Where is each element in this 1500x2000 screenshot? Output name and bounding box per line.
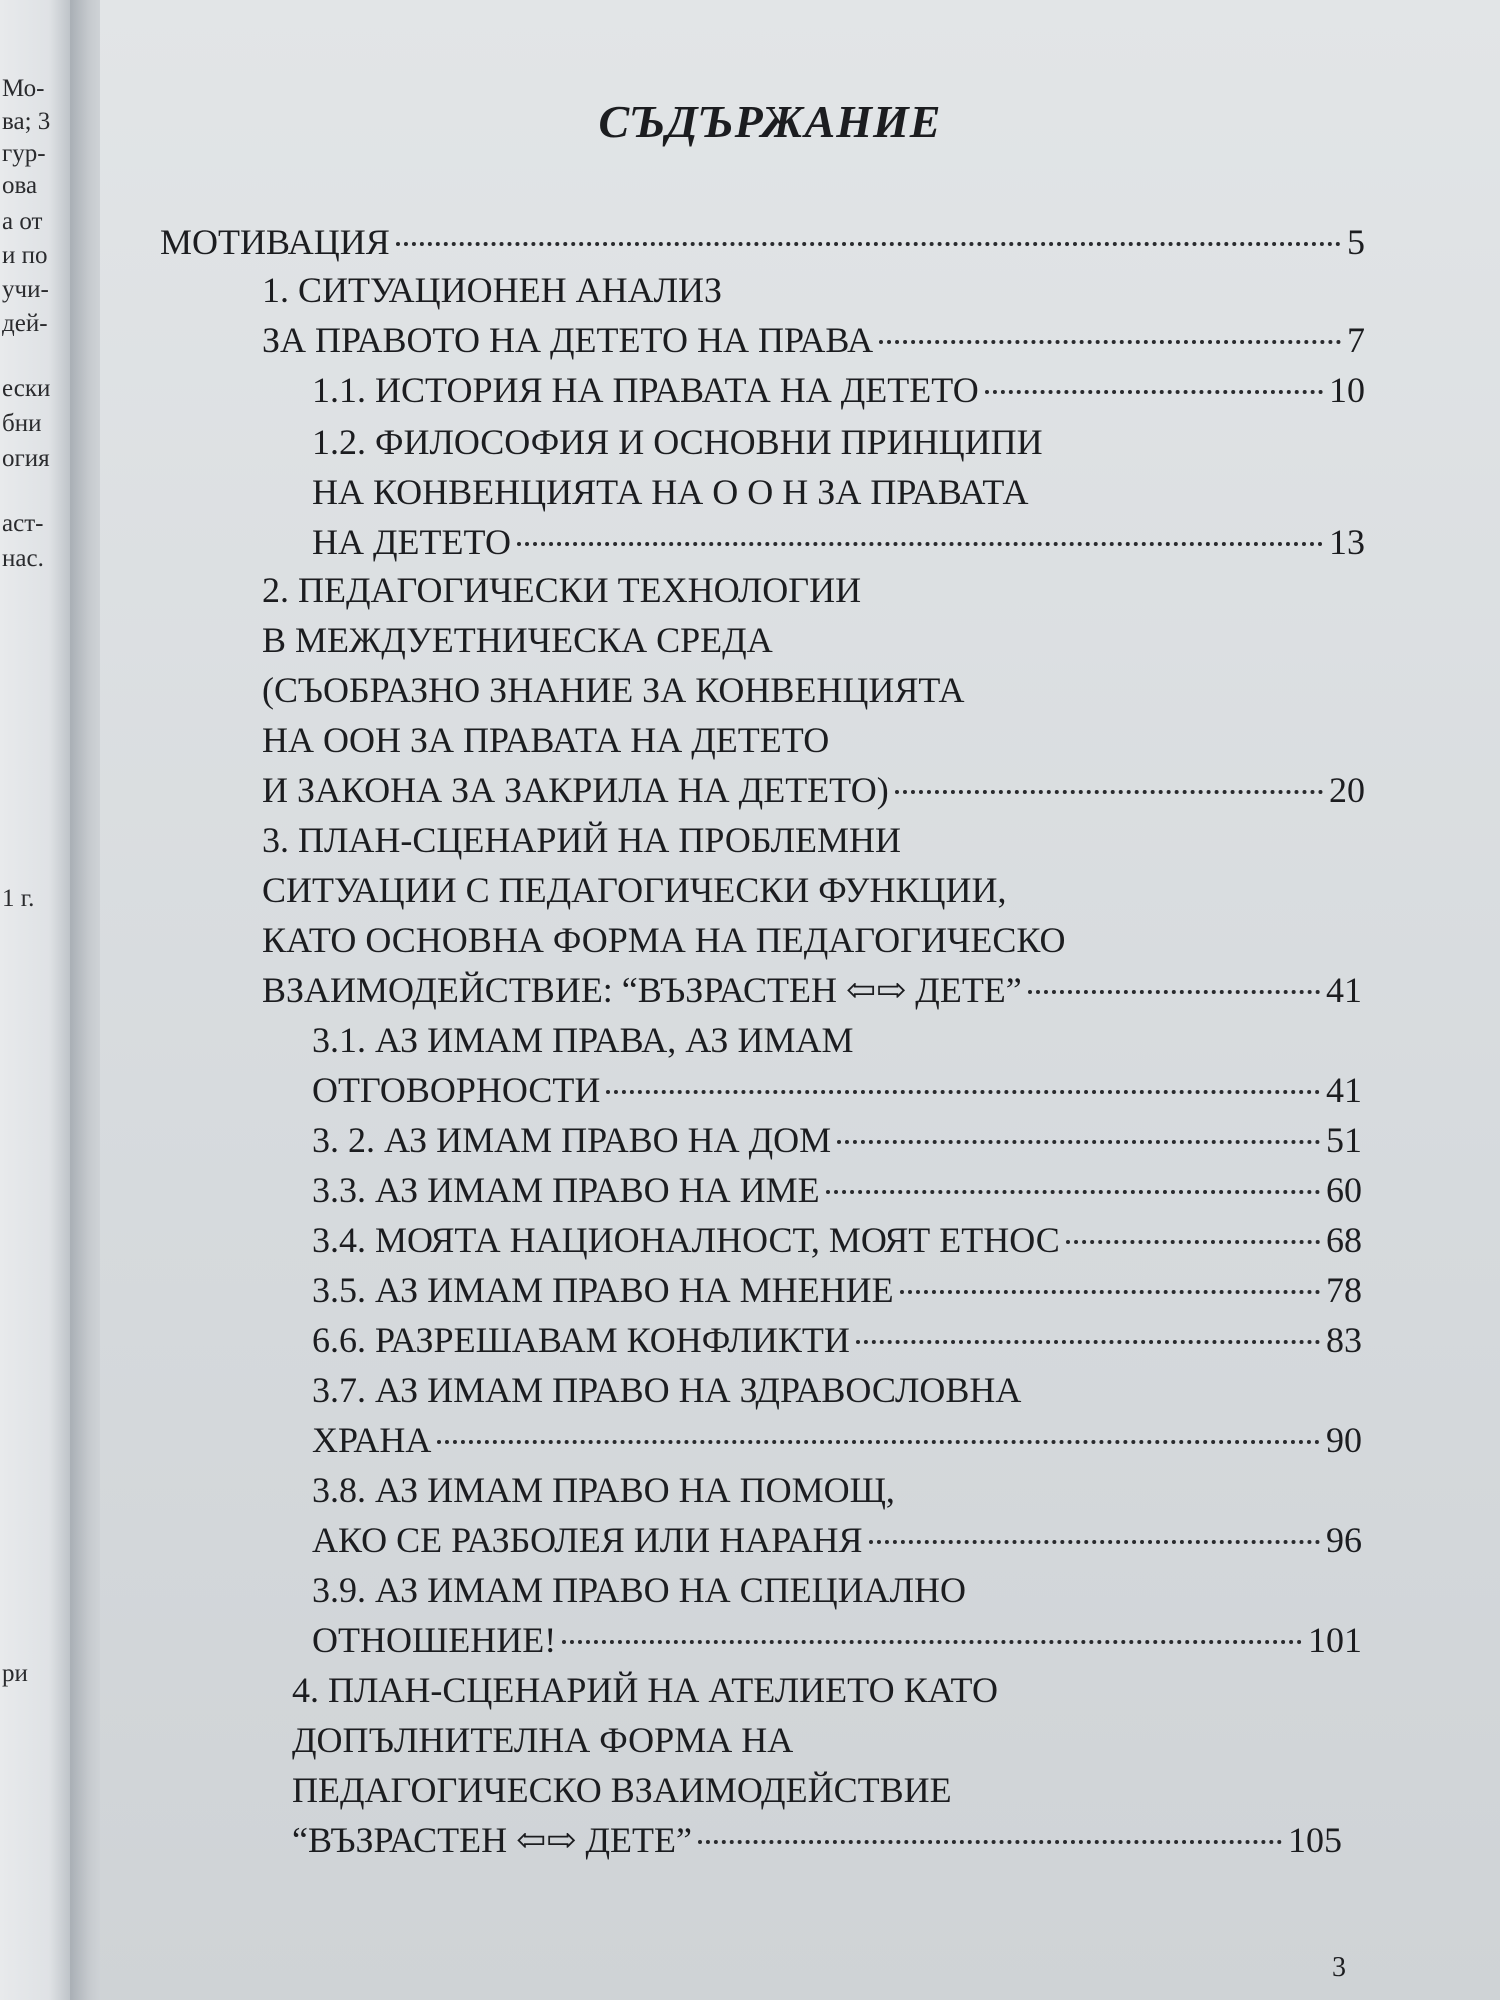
toc-entry-page: 10 <box>1329 370 1365 410</box>
toc-entry <box>312 1218 1362 1262</box>
toc-dot-leader <box>900 1290 1320 1294</box>
toc-entry-title: 3.3. АЗ ИМАМ ПРАВО НА ИМЕ <box>312 1170 820 1210</box>
toc-entry-title: 3.4. МОЯТА НАЦИОНАЛНОСТ, МОЯТ ЕТНОС <box>312 1220 1060 1260</box>
toc-entry <box>312 1468 895 1512</box>
left-page-fragment: и по <box>2 242 48 269</box>
toc-entry-title: СИТУАЦИИ С ПЕДАГОГИЧЕСКИ ФУНКЦИИ, <box>262 870 1007 910</box>
toc-entry <box>262 868 1007 912</box>
left-page-fragment: ва; 3 <box>2 108 51 135</box>
toc-entry-title: ОТГОВОРНОСТИ <box>312 1070 601 1110</box>
toc-entry <box>312 1418 1362 1462</box>
toc-entry <box>312 1268 1362 1312</box>
toc-entry <box>312 1368 1021 1412</box>
left-page-fragment: ова <box>2 172 38 199</box>
toc-dot-leader <box>1066 1240 1320 1244</box>
toc-entry-page: 41 <box>1326 1070 1362 1110</box>
left-page-fragment: ески <box>2 375 51 402</box>
left-facing-page <box>0 0 70 2000</box>
toc-entry-title: 6.6. РАЗРЕШАВАМ КОНФЛИКТИ <box>312 1320 850 1360</box>
toc-dot-leader <box>396 242 1341 246</box>
toc-entry-title: (СЪОБРАЗНО ЗНАНИЕ ЗА КОНВЕНЦИЯТА <box>262 670 965 710</box>
toc-entry <box>312 1068 1362 1112</box>
left-page-fragment: дей- <box>2 310 48 337</box>
toc-dot-leader <box>895 790 1323 794</box>
toc-entry-page: 13 <box>1329 522 1365 562</box>
toc-entry-title: ДОПЪЛНИТЕЛНА ФОРМА НА <box>292 1720 794 1760</box>
left-page-fragment: ри <box>2 1660 28 1687</box>
toc-dot-leader <box>517 542 1323 546</box>
toc-entry <box>312 1518 1362 1562</box>
toc-entry <box>312 1118 1362 1162</box>
toc-entry <box>262 318 1365 362</box>
toc-entry-title: ЗА ПРАВОТО НА ДЕТЕТО НА ПРАВА <box>262 320 874 360</box>
toc-entry <box>262 568 861 612</box>
toc-entry-title: 3.1. АЗ ИМАМ ПРАВА, АЗ ИМАМ <box>312 1020 854 1060</box>
toc-entry <box>312 1018 853 1062</box>
toc-dot-leader <box>985 390 1323 394</box>
toc-entry <box>262 668 965 712</box>
left-page-fragment: 1 г. <box>2 885 35 912</box>
toc-entry-title: ОТНОШЕНИЕ! <box>312 1620 557 1660</box>
toc-entry-page: 78 <box>1326 1270 1362 1310</box>
toc-entry-page: 51 <box>1326 1120 1362 1160</box>
left-page-fragment: огия <box>2 445 50 472</box>
toc-dot-leader <box>606 1090 1320 1094</box>
toc-dot-leader <box>837 1140 1320 1144</box>
page-title: СЪДЪРЖАНИЕ <box>598 96 942 147</box>
toc-entry-page: 20 <box>1329 770 1365 810</box>
left-page-fragment: гур- <box>2 140 46 167</box>
left-page-fragment: аст- <box>2 510 44 537</box>
toc-entry <box>312 1168 1362 1212</box>
toc-entry <box>312 420 1043 464</box>
toc-entry-title: ВЗАИМОДЕЙСТВИЕ: “ВЪЗРАСТЕН ⇦⇨ ДЕТЕ” <box>262 970 1022 1010</box>
toc-entry <box>292 1768 952 1812</box>
left-page-fragment: а от <box>2 208 43 235</box>
toc-dot-leader <box>562 1640 1302 1644</box>
toc-entry-title: 3.9. АЗ ИМАМ ПРАВО НА СПЕЦИАЛНО <box>312 1570 966 1610</box>
toc-entry <box>312 1618 1362 1662</box>
toc-entry-page: 7 <box>1347 320 1365 360</box>
toc-entry-title: “ВЪЗРАСТЕН ⇦⇨ ДЕТЕ” <box>292 1820 692 1860</box>
toc-entry <box>312 1568 966 1612</box>
toc-entry-page: 96 <box>1326 1520 1362 1560</box>
toc-dot-leader <box>856 1340 1320 1344</box>
toc-entry-page: 68 <box>1326 1220 1362 1260</box>
toc-entry-title: 3. ПЛАН-СЦЕНАРИЙ НА ПРОБЛЕМНИ <box>262 820 902 860</box>
toc-entry-page: 5 <box>1347 222 1365 262</box>
toc-entry <box>262 718 829 762</box>
toc-entry <box>312 520 1365 564</box>
toc-entry <box>312 470 1029 514</box>
toc-entry-title: 3.8. АЗ ИМАМ ПРАВО НА ПОМОЩ, <box>312 1470 895 1510</box>
toc-entry-title: 3. 2. АЗ ИМАМ ПРАВО НА ДОМ <box>312 1120 832 1160</box>
toc-dot-leader <box>1028 990 1320 994</box>
toc-entry-title: НА ООН ЗА ПРАВАТА НА ДЕТЕТО <box>262 720 830 760</box>
toc-entry <box>262 968 1362 1012</box>
toc-entry <box>292 1668 998 1712</box>
toc-entry-page: 101 <box>1308 1620 1362 1660</box>
toc-entry <box>292 1818 1342 1862</box>
toc-entry-title: НА ДЕТЕТО <box>312 522 512 562</box>
toc-entry-title: И ЗАКОНА ЗА ЗАКРИЛА НА ДЕТЕТО) <box>262 770 889 810</box>
toc-entry-title: 1.1. ИСТОРИЯ НА ПРАВАТА НА ДЕТЕТО <box>312 370 979 410</box>
toc-dot-leader <box>869 1540 1320 1544</box>
toc-entry <box>262 268 722 312</box>
toc-entry <box>262 818 901 862</box>
toc-dot-leader <box>437 1440 1320 1444</box>
toc-dot-leader <box>698 1840 1282 1844</box>
toc-entry <box>292 1718 793 1762</box>
page-number: 3 <box>1332 1952 1346 1983</box>
toc-dot-leader <box>879 340 1341 344</box>
toc-entry-title: 1.2. ФИЛОСОФИЯ И ОСНОВНИ ПРИНЦИПИ <box>312 422 1043 462</box>
toc-entry-title: 2. ПЕДАГОГИЧЕСКИ ТЕХНОЛОГИИ <box>262 570 862 610</box>
toc-entry-page: 90 <box>1326 1420 1362 1460</box>
toc-entry-page: 105 <box>1288 1820 1342 1860</box>
toc-entry-title: 3.5. АЗ ИМАМ ПРАВО НА МНЕНИЕ <box>312 1270 894 1310</box>
toc-dot-leader <box>826 1190 1320 1194</box>
toc-entry-title: ХРАНА <box>312 1420 432 1460</box>
toc-entry <box>160 220 1365 264</box>
toc-entry-page: 83 <box>1326 1320 1362 1360</box>
toc-entry <box>262 918 1066 962</box>
toc-entry <box>312 1318 1362 1362</box>
left-page-fragment: учи- <box>2 276 49 303</box>
toc-entry-title: МОТИВАЦИЯ <box>160 222 390 262</box>
toc-entry <box>262 618 773 662</box>
toc-entry-title: 4. ПЛАН-СЦЕНАРИЙ НА АТЕЛИЕТО КАТО <box>292 1670 999 1710</box>
toc-entry-title: ПЕДАГОГИЧЕСКО ВЗАИМОДЕЙСТВИЕ <box>292 1770 952 1810</box>
toc-entry-title: КАТО ОСНОВНА ФОРМА НА ПЕДАГОГИЧЕСКО <box>262 920 1066 960</box>
toc-entry-title: 3.7. АЗ ИМАМ ПРАВО НА ЗДРАВОСЛОВНА <box>312 1370 1022 1410</box>
toc-entry-title: 1. СИТУАЦИОНЕН АНАЛИЗ <box>262 270 723 310</box>
toc-entry <box>262 768 1365 812</box>
toc-entry-page: 41 <box>1326 970 1362 1010</box>
toc-entry-title: АКО СЕ РАЗБОЛЕЯ ИЛИ НАРАНЯ <box>312 1520 863 1560</box>
toc-entry-title: В МЕЖДУЕТНИЧЕСКА СРЕДА <box>262 620 773 660</box>
toc-entry-page: 60 <box>1326 1170 1362 1210</box>
left-page-fragment: Мо- <box>2 75 45 102</box>
toc-entry <box>312 368 1365 412</box>
left-page-fragment: бни <box>2 410 42 437</box>
left-page-fragment: нас. <box>2 545 44 572</box>
toc-entry-title: НА КОНВЕНЦИЯТА НА О О Н ЗА ПРАВАТА <box>312 472 1029 512</box>
